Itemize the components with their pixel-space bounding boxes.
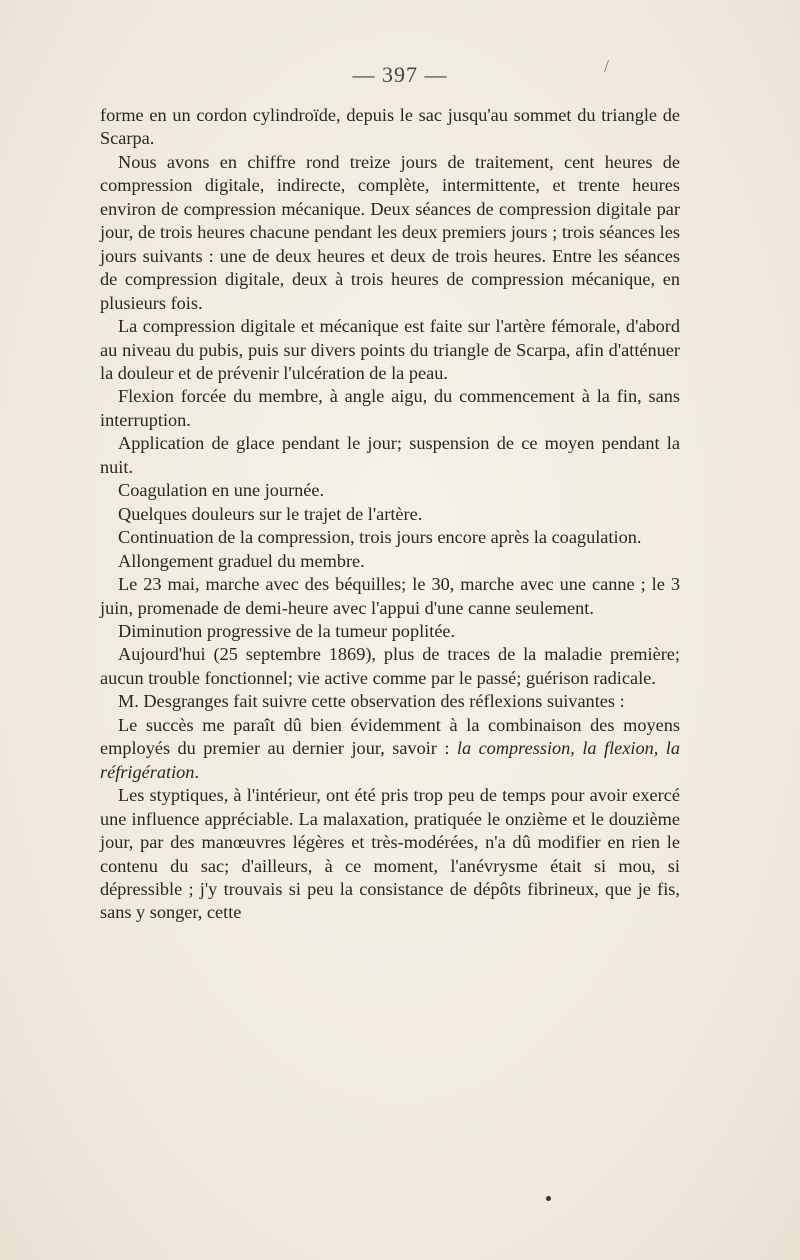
paragraph-14-italic: la compression, la flexion, la réfrigération xyxy=(100,738,680,782)
body-text xyxy=(100,104,680,925)
paragraph-15: Les styptiques, à l'intérieur, ont été pris trop peu de temps pour avoir exercé une influence appréciable. La malaxation, pratiquée le onzième et le douzième jour, par des manœuvres légères et très-modérées, n'a dû modifier en rien le contenu du sac; d'ailleurs, à ce moment, l'anévrysme était si mou, si dépressible ; j'y trouvais si peu la consistance de dépôts fibrineux, que je fis, sans y songer, cette xyxy=(100,785,680,923)
paragraph-14 xyxy=(100,714,680,784)
paragraph-5: Application de glace pendant le jour; suspension de ce moyen pendant la nuit. xyxy=(100,433,680,477)
paragraph-3: La compression digitale et mécanique est faite sur l'artère fémorale, d'abord au niveau du pubis, puis sur divers points du triangle de Scarpa, afin d'atténuer la douleur et de prévenir l'ulcération de la peau. xyxy=(100,316,680,383)
pencil-mark: / xyxy=(604,56,610,76)
paragraph-8: Continuation de la compression, trois jours encore après la coagulation. xyxy=(118,527,642,548)
paragraph-13: M. Desgranges fait suivre cette observation des réflexions suivantes : xyxy=(118,691,625,712)
paragraph-11: Diminution progressive de la tumeur poplitée. xyxy=(118,620,456,641)
paragraph-6: Coagulation en une journée. xyxy=(118,480,325,501)
page-number: — 397 — xyxy=(352,62,448,87)
paragraph-10: Le 23 mai, marche avec des béquilles; le 30, marche avec une canne ; le 3 juin, promenade de demi-heure avec l'appui d'une canne seulement. xyxy=(100,574,680,618)
paragraph-14-lead: Le succès me paraît dû bien évidemment à la combinaison des moyens employés du premier au dernier jour, savoir : xyxy=(100,714,680,759)
paragraph-2: Nous avons en chiffre rond treize jours de traitement, cent heures de compression digitale, indirecte, complète, intermittente, et trente heures environ de compression mécanique. Deux séances de compression digitale par jour, de trois heures chacune pendant les deux premiers jours ; trois séances les jours suivants : une de deux heures et deux de trois heures. Entre les séances de compression digitale, deux à trois heures de compression mécanique, en plusieurs fois. xyxy=(100,151,680,313)
paragraph-12: Aujourd'hui (25 septembre 1869), plus de traces de la maladie première; aucun trouble fonctionnel; vie active comme par le passé; guérison radicale. xyxy=(100,644,680,688)
paragraph-1: forme en un cordon cylindroïde, depuis le sac jusqu'au sommet du triangle de Scarpa. xyxy=(100,105,680,149)
paragraph-4: Flexion forcée du membre, à angle aigu, du commencement à la fin, sans interruption. xyxy=(100,386,680,430)
paragraph-14-end: . xyxy=(194,761,200,782)
stray-ink-dot xyxy=(546,1196,551,1201)
paragraph-7: Quelques douleurs sur le trajet de l'artère. xyxy=(118,503,423,524)
paragraph-9: Allongement graduel du membre. xyxy=(118,550,365,571)
